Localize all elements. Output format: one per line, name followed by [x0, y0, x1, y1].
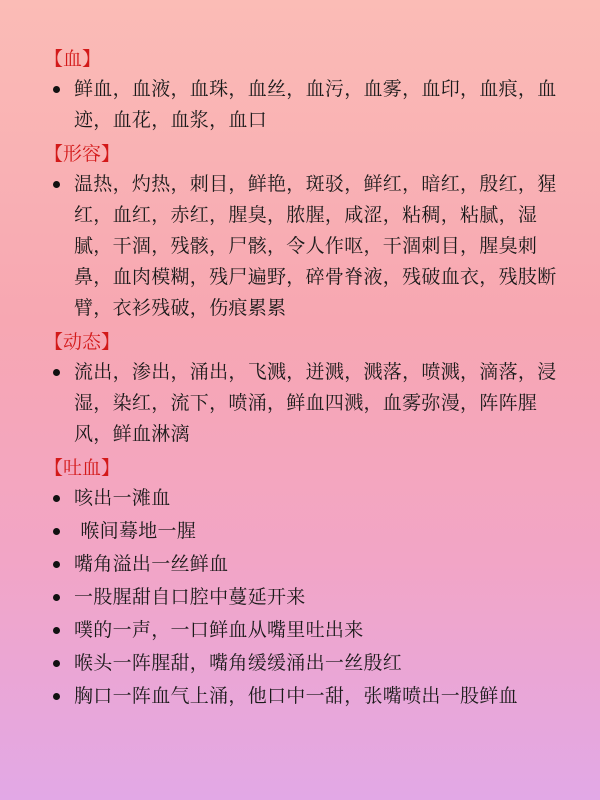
bullet-icon: [53, 594, 60, 601]
list-item-text: 喉间蓦地一腥: [74, 520, 197, 542]
section-title: 【形容】: [44, 143, 121, 165]
bullet-icon: [53, 561, 60, 568]
bullet-icon: [53, 660, 60, 667]
list-item: [44, 74, 570, 136]
list-item-text: 噗的一声，一口鲜血从嘴里吐出来: [74, 619, 364, 641]
list-item: [44, 483, 570, 514]
word-list: [44, 74, 570, 136]
list-item: [44, 582, 570, 613]
bullet-icon: [53, 181, 60, 188]
list-item: [44, 648, 570, 679]
bullet-icon: [53, 693, 60, 700]
list-item-text: 鲜血，血液，血珠，血丝，血污，血雾，血印，血痕，血迹，血花，血浆，血口: [74, 78, 557, 131]
list-item: [44, 615, 570, 646]
list-item-text: 温热，灼热，刺目，鲜艳，斑驳，鲜红，暗红，殷红，猩红，血红，赤红，腥臭，脓腥，咸涩，粘稠，粘腻，湿腻，干涸，残骸，尸骸，令人作呕，干涸刺目，腥臭刺鼻，血肉模糊，残尸遍野，碎骨脊液，残破血衣，残肢断臂，衣衫残破，伤痕累累: [74, 173, 557, 319]
section-dynamic: [44, 327, 570, 450]
list-item: [44, 357, 570, 450]
section-descriptive: [44, 139, 570, 324]
section-vomit-blood: [44, 453, 570, 712]
list-item-text: 咳出一滩血: [74, 487, 171, 509]
list-item-text: 胸口一阵血气上涌，他口中一甜，张嘴喷出一股鲜血: [74, 685, 518, 707]
bullet-icon: [53, 627, 60, 634]
list-item: [44, 516, 570, 547]
section-blood: [44, 44, 570, 136]
section-title: 【血】: [44, 48, 102, 70]
phrase-list: [44, 483, 570, 712]
bullet-icon: [53, 369, 60, 376]
list-item-text: 流出，渗出，涌出，飞溅，迸溅，溅落，喷溅，滴落，浸湿，染红，流下，喷涌，鲜血四溅，血雾弥漫，阵阵腥风，鲜血淋漓: [74, 361, 557, 445]
word-list: [44, 169, 570, 324]
list-item-text: 一股腥甜自口腔中蔓延开来: [74, 586, 306, 608]
bullet-icon: [53, 528, 60, 535]
list-item: [44, 549, 570, 580]
list-item-text: 嘴角溢出一丝鲜血: [74, 553, 229, 575]
section-title: 【动态】: [44, 331, 121, 353]
content: [44, 44, 570, 715]
list-item: [44, 169, 570, 324]
section-title: 【吐血】: [44, 457, 121, 479]
list-item-text: 喉头一阵腥甜，嘴角缓缓涌出一丝殷红: [74, 652, 403, 674]
list-item: [44, 681, 570, 712]
bullet-icon: [53, 495, 60, 502]
word-list: [44, 357, 570, 450]
bullet-icon: [53, 86, 60, 93]
